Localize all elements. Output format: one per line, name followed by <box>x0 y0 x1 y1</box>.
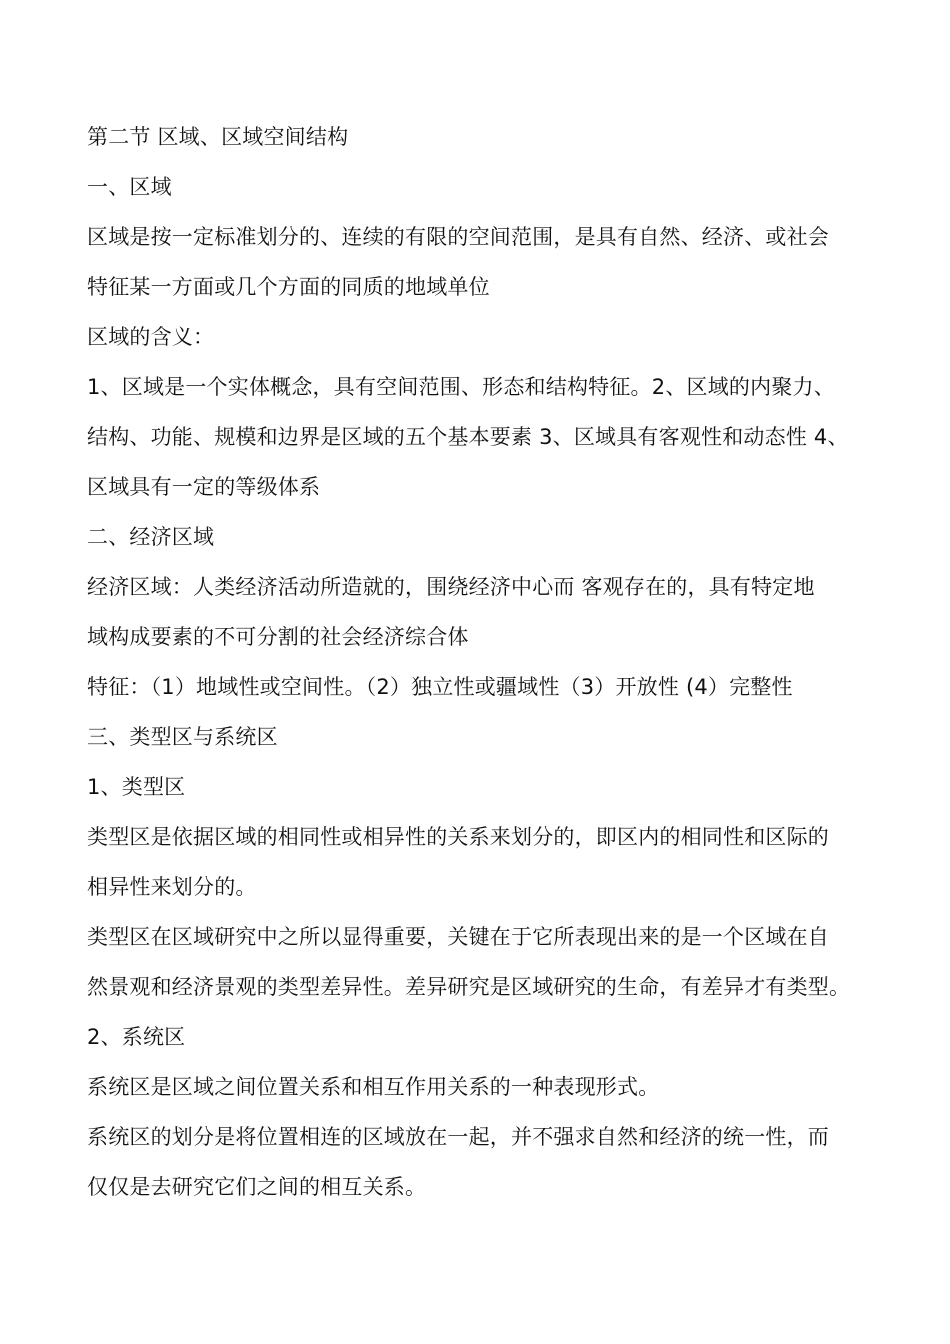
section-heading-type-system: 三、类型区与系统区 <box>87 725 278 749</box>
paragraph-line: 区域具有一定的等级体系 <box>87 475 321 499</box>
paragraph-line: 经济区域：人类经济活动所造就的，围绕经济中心而 客观存在的，具有特定地 <box>87 575 815 599</box>
paragraph-line: 域构成要素的不可分割的社会经济综合体 <box>87 625 469 649</box>
paragraph-line: 仅仅是去研究它们之间的相互关系。 <box>87 1175 427 1199</box>
paragraph-line: 类型区在区域研究中之所以显得重要，关键在于它所表现出来的是一个区域在自 <box>87 925 829 949</box>
paragraph-line: 特征某一方面或几个方面的同质的地域单位 <box>87 275 490 299</box>
paragraph-line: 系统区是区域之间位置关系和相互作用关系的一种表现形式。 <box>87 1075 660 1099</box>
paragraph-line: 然景观和经济景观的类型差异性。差异研究是区域研究的生命，有差异才有类型。 <box>87 975 851 999</box>
subheading-system-region: 2、系统区 <box>87 1025 186 1049</box>
document-page <box>87 112 877 1212</box>
subheading-type-region: 1、类型区 <box>87 775 186 799</box>
paragraph-line: 系统区的划分是将位置相连的区域放在一起，并不强求自然和经济的统一性，而 <box>87 1125 829 1149</box>
section-heading-economic-region: 二、经济区域 <box>87 525 215 549</box>
subheading-meaning: 区域的含义： <box>87 325 215 349</box>
paragraph-line: 类型区是依据区域的相同性或相异性的关系来划分的，即区内的相同性和区际的 <box>87 825 829 849</box>
paragraph-line: 相异性来划分的。 <box>87 875 257 899</box>
paragraph-line: 结构、功能、规模和边界是区域的五个基本要素 3、区域具有客观性和动态性 4、 <box>87 425 849 449</box>
paragraph-line: 区域是按一定标准划分的、连续的有限的空间范围，是具有自然、经济、或社会 <box>87 225 829 249</box>
features-line: 特征：（1）地域性或空间性。（2）独立性或疆域性（3）开放性 (4）完整性 <box>87 675 793 699</box>
document-title: 第二节 区域、区域空间结构 <box>87 125 349 149</box>
section-heading-region: 一、区域 <box>87 175 172 199</box>
paragraph-line: 1、区域是一个实体概念，具有空间范围、形态和结构特征。2、区域的内聚力、 <box>87 375 835 399</box>
